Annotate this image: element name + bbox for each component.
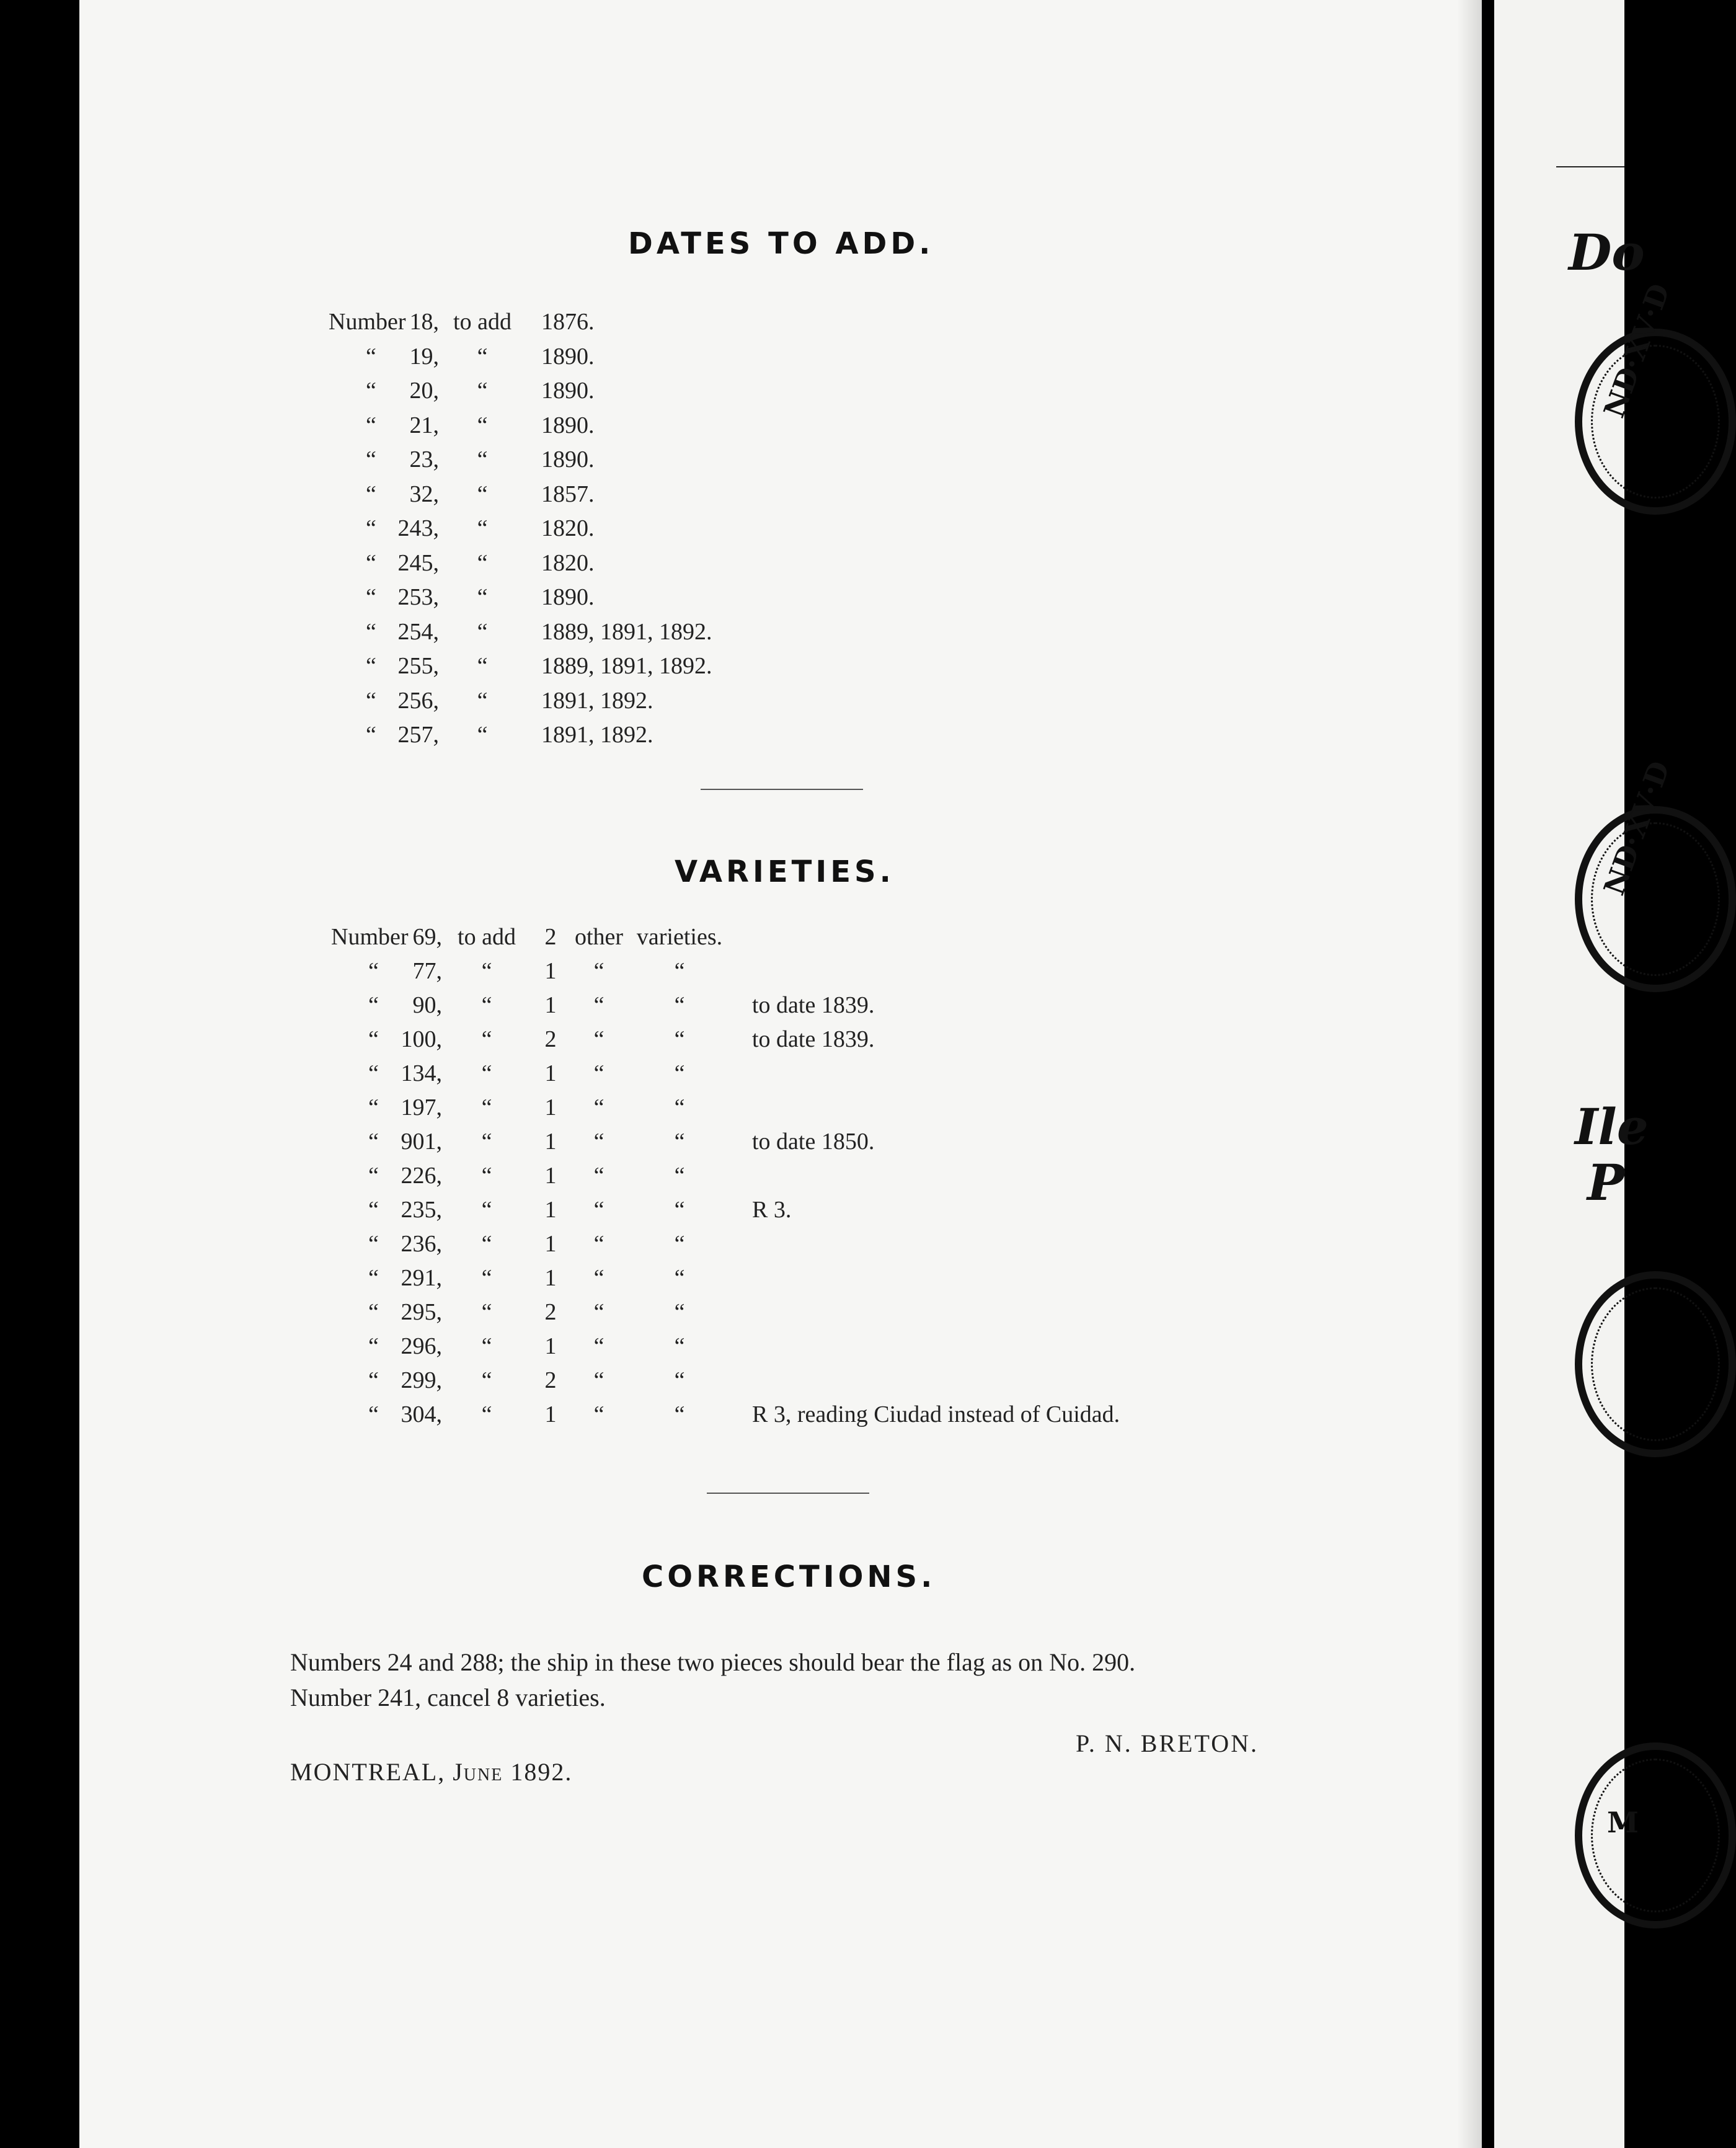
row-action: “ <box>481 958 492 984</box>
entry-number: 100, <box>401 1026 442 1052</box>
row-label: “ <box>368 1367 379 1393</box>
row-varieties: “ <box>674 1060 685 1086</box>
medal-image <box>1575 1271 1736 1457</box>
dates-value: 1889, 1891, 1892. <box>541 653 712 679</box>
row-label: “ <box>366 687 376 714</box>
dates-to-add-heading: DATES TO ADD. <box>628 226 934 261</box>
entry-number: 304, <box>401 1401 442 1427</box>
row-label: “ <box>366 481 376 507</box>
row-action: “ <box>477 515 488 541</box>
dates-value: 1890. <box>541 378 595 404</box>
variety-count: 2 <box>544 924 557 950</box>
corrections-heading: CORRECTIONS. <box>642 1560 936 1594</box>
row-action: “ <box>477 722 488 748</box>
row-other: “ <box>593 1026 604 1052</box>
row-label: “ <box>366 515 376 541</box>
variety-count: 2 <box>544 1367 557 1393</box>
variety-count: 2 <box>544 1026 557 1052</box>
entry-number: 32, <box>409 481 439 507</box>
row-other: “ <box>593 1265 604 1291</box>
correction-line: Numbers 24 and 288; the ship in these two pieces should bear the flag as on No. 290. <box>290 1648 1136 1676</box>
row-varieties: “ <box>674 1026 685 1052</box>
row-other: “ <box>593 1401 604 1427</box>
row-label: “ <box>366 343 376 370</box>
row-varieties: “ <box>674 1333 685 1359</box>
adjacent-page-text: P <box>1587 1153 1625 1212</box>
entry-number: 23, <box>409 446 439 473</box>
row-action: to add <box>458 924 516 950</box>
dates-value: 1890. <box>541 412 595 438</box>
dates-value: 1820. <box>541 515 595 541</box>
adjacent-page-strip <box>1494 0 1676 2148</box>
varieties-heading: VARIETIES. <box>675 854 895 889</box>
variety-count: 1 <box>544 1231 557 1257</box>
entry-number: 21, <box>409 412 439 438</box>
row-action: “ <box>477 343 488 370</box>
row-other: “ <box>593 992 604 1018</box>
row-label: “ <box>368 1094 379 1121</box>
row-label: “ <box>368 1401 379 1427</box>
row-label: “ <box>366 412 376 438</box>
dates-value: 1890. <box>541 584 595 610</box>
entry-number: 20, <box>409 378 439 404</box>
row-action: “ <box>481 1401 492 1427</box>
row-action: “ <box>477 412 488 438</box>
variety-count: 1 <box>544 992 557 1018</box>
row-label: “ <box>368 1163 379 1189</box>
entry-number: 255, <box>397 653 439 679</box>
row-note: to date 1839. <box>752 1026 875 1052</box>
row-action: “ <box>477 446 488 473</box>
adjacent-page-rule <box>1556 166 1624 167</box>
entry-number: 69, <box>412 924 442 950</box>
row-action: “ <box>481 1163 492 1189</box>
row-action: “ <box>477 549 488 576</box>
entry-number: 901, <box>401 1129 442 1155</box>
row-label: “ <box>366 653 376 679</box>
row-varieties: “ <box>674 1129 685 1155</box>
row-action: “ <box>481 1299 492 1325</box>
row-action: “ <box>481 1026 492 1052</box>
row-label: “ <box>368 1265 379 1291</box>
document-page <box>79 0 1482 2148</box>
adjacent-page-text: Ile <box>1575 1098 1649 1156</box>
row-other: “ <box>593 1197 604 1223</box>
row-varieties: “ <box>674 958 685 984</box>
row-label: “ <box>368 1333 379 1359</box>
row-label: “ <box>366 446 376 473</box>
entry-number: 235, <box>401 1197 442 1223</box>
entry-number: 295, <box>401 1299 442 1325</box>
row-action: “ <box>481 1231 492 1257</box>
medal-image: ND·XV·D <box>1575 806 1736 992</box>
variety-count: 1 <box>544 1401 557 1427</box>
row-action: “ <box>477 481 488 507</box>
row-label: Number <box>329 309 406 335</box>
row-label: “ <box>366 549 376 576</box>
dates-value: 1857. <box>541 481 595 507</box>
entry-number: 291, <box>401 1265 442 1291</box>
row-label: “ <box>368 958 379 984</box>
row-note: to date 1839. <box>752 992 875 1018</box>
entry-number: 18, <box>409 309 439 335</box>
entry-number: 19, <box>409 343 439 370</box>
row-note: R 3, reading Ciudad instead of Cuidad. <box>752 1401 1120 1427</box>
row-note: R 3. <box>752 1197 792 1223</box>
row-varieties: “ <box>674 1231 685 1257</box>
entry-number: 236, <box>401 1231 442 1257</box>
variety-count: 1 <box>544 1094 557 1121</box>
row-label: “ <box>368 1299 379 1325</box>
dates-value: 1890. <box>541 446 595 473</box>
row-other: “ <box>593 1367 604 1393</box>
row-label: “ <box>366 722 376 748</box>
row-action: to add <box>453 309 512 335</box>
row-action: “ <box>481 1060 492 1086</box>
entry-number: 296, <box>401 1333 442 1359</box>
row-action: “ <box>477 378 488 404</box>
variety-count: 1 <box>544 1163 557 1189</box>
correction-line: Number 241, cancel 8 varieties. <box>290 1684 606 1711</box>
entry-number: 254, <box>397 618 439 645</box>
row-other: other <box>574 924 624 950</box>
row-action: “ <box>481 1265 492 1291</box>
row-other: “ <box>593 1231 604 1257</box>
row-other: “ <box>593 958 604 984</box>
variety-count: 1 <box>544 1333 557 1359</box>
row-label: “ <box>368 1231 379 1257</box>
section-divider <box>707 1493 869 1494</box>
medal-image: M <box>1575 1742 1736 1928</box>
dates-value: 1876. <box>541 309 595 335</box>
page-fold-shadow <box>1457 0 1482 2148</box>
row-varieties: “ <box>674 1094 685 1121</box>
entry-number: 253, <box>397 584 439 610</box>
row-other: “ <box>593 1299 604 1325</box>
row-action: “ <box>477 618 488 645</box>
entry-number: 245, <box>397 549 439 576</box>
row-label: “ <box>368 1197 379 1223</box>
row-label: “ <box>366 378 376 404</box>
row-action: “ <box>477 653 488 679</box>
signature: P. N. BRETON. <box>1076 1729 1259 1757</box>
row-label: Number <box>331 924 409 950</box>
row-action: “ <box>481 1197 492 1223</box>
variety-count: 1 <box>544 1197 557 1223</box>
row-label: “ <box>366 618 376 645</box>
row-label: “ <box>368 1129 379 1155</box>
row-other: “ <box>593 1060 604 1086</box>
row-action: “ <box>477 584 488 610</box>
row-label: “ <box>368 1026 379 1052</box>
row-label: “ <box>368 1060 379 1086</box>
entry-number: 77, <box>412 958 442 984</box>
row-other: “ <box>593 1094 604 1121</box>
row-varieties: “ <box>674 1163 685 1189</box>
row-varieties: “ <box>674 1265 685 1291</box>
adjacent-page-text: Do <box>1569 223 1645 282</box>
entry-number: 90, <box>412 992 442 1018</box>
row-varieties: “ <box>674 992 685 1018</box>
row-varieties: “ <box>674 1299 685 1325</box>
dates-value: 1891, 1892. <box>541 687 653 714</box>
row-varieties: “ <box>674 1367 685 1393</box>
row-action: “ <box>481 1333 492 1359</box>
row-varieties: “ <box>674 1197 685 1223</box>
row-label: “ <box>368 992 379 1018</box>
variety-count: 1 <box>544 958 557 984</box>
dates-value: 1889, 1891, 1892. <box>541 618 712 645</box>
row-action: “ <box>481 1094 492 1121</box>
variety-count: 1 <box>544 1265 557 1291</box>
row-varieties: varieties. <box>636 924 723 950</box>
row-label: “ <box>366 584 376 610</box>
entry-number: 197, <box>401 1094 442 1121</box>
entry-number: 226, <box>401 1163 442 1189</box>
variety-count: 2 <box>544 1299 557 1325</box>
row-action: “ <box>481 992 492 1018</box>
row-other: “ <box>593 1333 604 1359</box>
entry-number: 243, <box>397 515 439 541</box>
row-action: “ <box>481 1367 492 1393</box>
row-note: to date 1850. <box>752 1129 875 1155</box>
row-varieties: “ <box>674 1401 685 1427</box>
row-action: “ <box>477 687 488 714</box>
dates-value: 1890. <box>541 343 595 370</box>
row-other: “ <box>593 1163 604 1189</box>
variety-count: 1 <box>544 1060 557 1086</box>
entry-number: 256, <box>397 687 439 714</box>
dates-value: 1891, 1892. <box>541 722 653 748</box>
variety-count: 1 <box>544 1129 557 1155</box>
place-date: MONTREAL, June 1892. <box>290 1758 573 1786</box>
entry-number: 134, <box>401 1060 442 1086</box>
entry-number: 257, <box>397 722 439 748</box>
medal-image: ND·XV·D <box>1575 329 1736 515</box>
entry-number: 299, <box>401 1367 442 1393</box>
row-action: “ <box>481 1129 492 1155</box>
section-divider <box>701 789 863 790</box>
dates-value: 1820. <box>541 549 595 576</box>
row-other: “ <box>593 1129 604 1155</box>
